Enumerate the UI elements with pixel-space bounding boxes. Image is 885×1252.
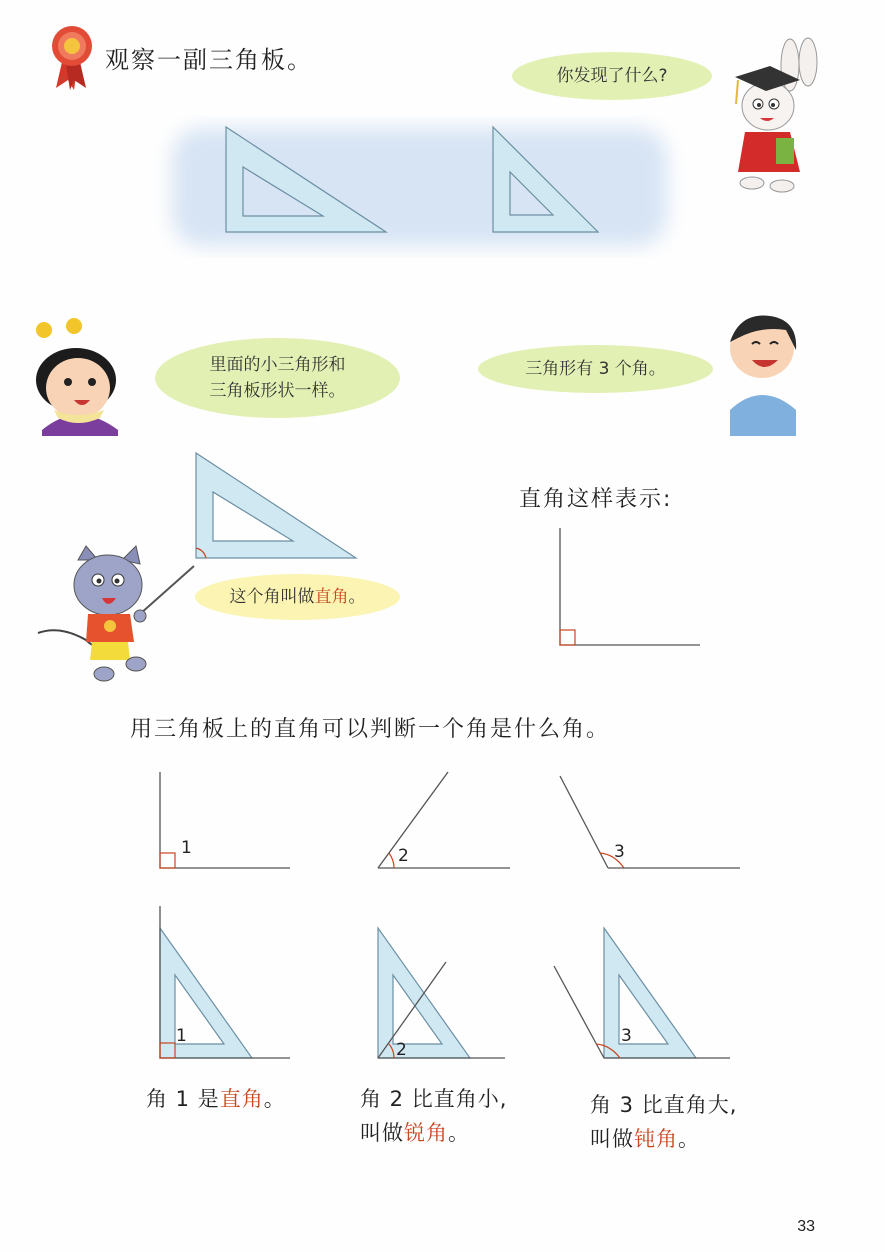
boy-icon (730, 316, 796, 436)
boy-speech-text: 三角形有 3 个角。 (525, 359, 666, 379)
rabbit-teacher-icon (735, 38, 817, 192)
caption-2-line-2 (360, 1116, 507, 1150)
caption-3-term: 钝角 (634, 1127, 678, 1151)
set-square-middle (196, 453, 356, 558)
angle-label-1: 1 (181, 838, 192, 858)
rabbit-speech-text: 你发现了什么? (556, 66, 668, 86)
cat-speech-text (230, 584, 366, 610)
caption-3-line-1: 角 3 比直角大, (590, 1093, 738, 1117)
girl-speech-text (210, 352, 346, 404)
check-label-1: 1 (176, 1026, 187, 1046)
caption-1-prefix: 角 1 是 (146, 1087, 220, 1111)
caption-2-suffix: 。 (448, 1121, 470, 1145)
caption-angle-2 (360, 1082, 507, 1150)
caption-2-term: 锐角 (404, 1121, 448, 1145)
angle-3-figure (560, 776, 740, 868)
rabbit-speech-bubble (512, 52, 712, 100)
check-label-3: 3 (621, 1026, 632, 1046)
page-number: 33 (797, 1218, 815, 1235)
cat-speech-suffix: 。 (348, 587, 366, 607)
instruction-text: 用三角板上的直角可以判断一个角是什么角。 (130, 717, 611, 742)
right-angle-caption: 直角这样表示: (519, 487, 673, 512)
lesson-title: 观察一副三角板。 (105, 46, 313, 74)
girl-speech-bubble (155, 338, 400, 418)
girl-icon (36, 318, 118, 436)
check-label-2: 2 (396, 1040, 407, 1060)
angle-label-2: 2 (398, 846, 409, 866)
cat-speech-term: 直角 (314, 587, 349, 607)
right-angle-notation (560, 528, 700, 645)
caption-3-line-2 (590, 1122, 737, 1156)
rosette-icon (52, 26, 92, 90)
boy-speech-bubble (478, 345, 713, 393)
angle-1-figure (160, 772, 290, 868)
caption-3-suffix: 。 (678, 1127, 700, 1151)
set-square-check-3 (554, 928, 730, 1058)
set-square-check-2 (378, 928, 505, 1058)
girl-speech-line-2: 三角板形状一样。 (209, 381, 346, 401)
caption-1-suffix: 。 (263, 1087, 286, 1111)
caption-2-prefix: 叫做 (360, 1121, 404, 1145)
caption-angle-1 (146, 1082, 286, 1116)
angle-label-3: 3 (614, 842, 625, 862)
cat-speech-bubble (195, 574, 400, 620)
caption-3-prefix: 叫做 (590, 1127, 634, 1151)
caption-1-term: 直角 (219, 1087, 264, 1111)
girl-speech-line-1: 里面的小三角形和 (209, 355, 346, 375)
cat-teacher-icon (38, 546, 194, 681)
caption-2-line-1: 角 2 比直角小, (360, 1087, 508, 1111)
cat-speech-prefix: 这个角叫做 (229, 587, 315, 607)
caption-angle-3 (590, 1088, 737, 1156)
